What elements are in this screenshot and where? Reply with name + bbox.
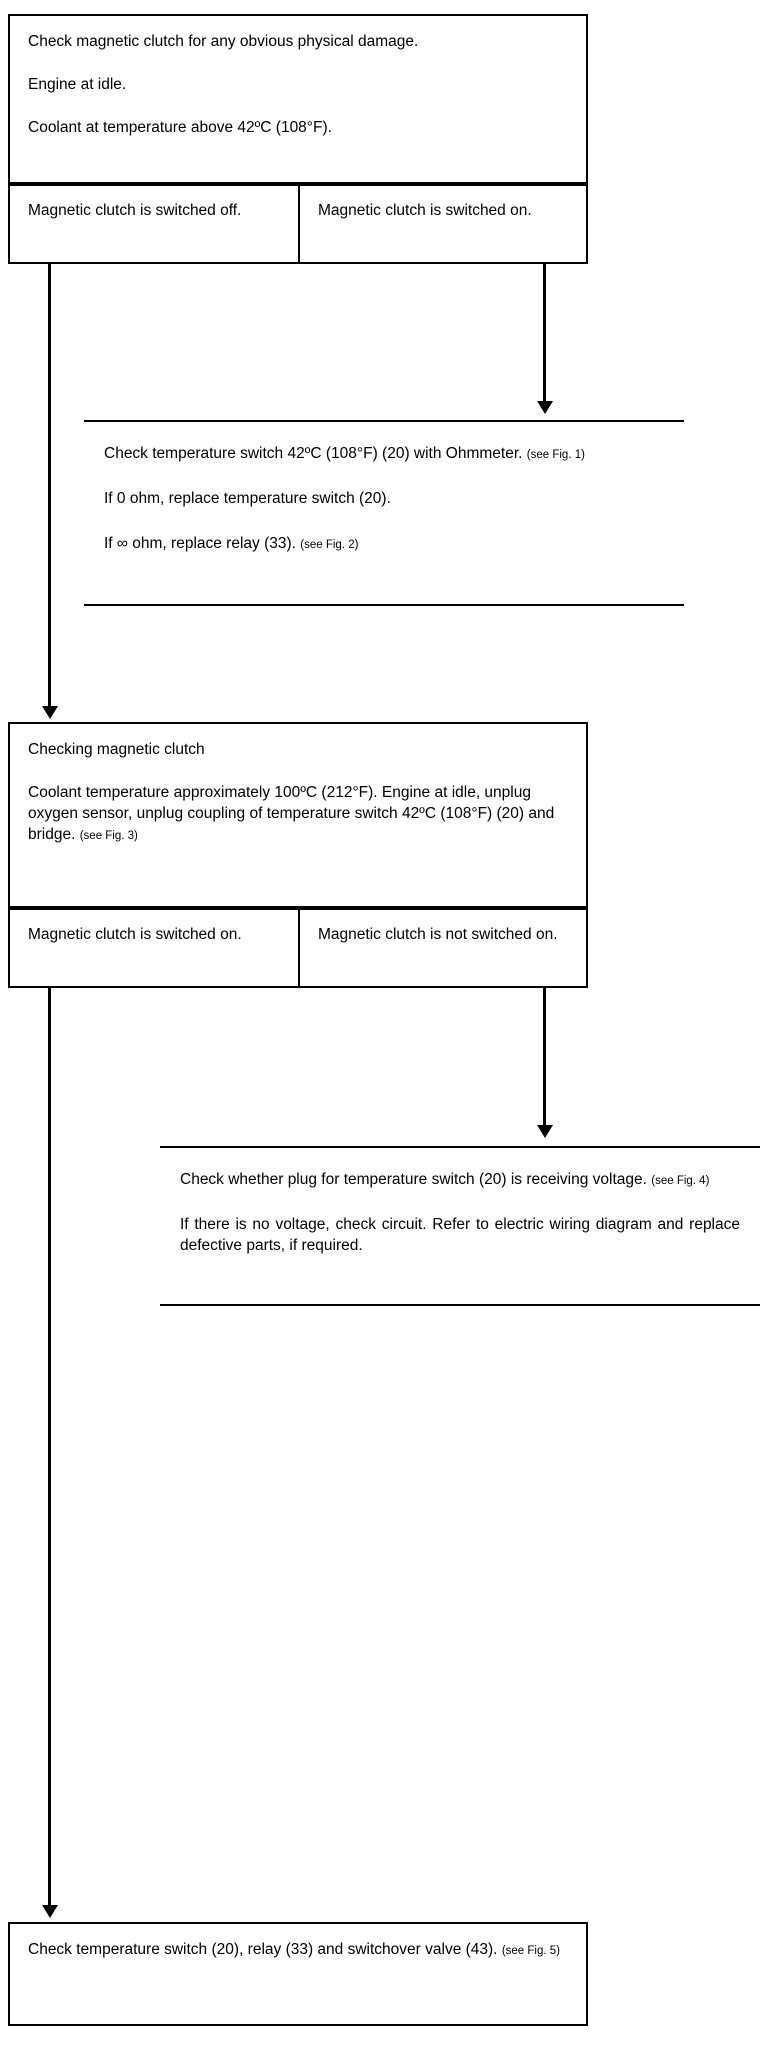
step3-text	[28, 1940, 568, 1961]
action1-paragraph-1-text: Check temperature switch 42ºC (108°F) (20) with Ohmmeter.	[104, 445, 523, 462]
branch1-right-connector-arrow	[537, 401, 553, 414]
branch2-left-connector-line	[48, 988, 51, 1913]
step3-main-text: Check temperature switch (20), relay (33) and switchover valve (43).	[28, 1941, 498, 1958]
branch2-left-connector-arrow	[42, 1905, 58, 1918]
step3-final-box	[8, 1922, 588, 2026]
action1-paragraph-2-text: If 0 ohm, replace temperature switch (20).	[104, 489, 391, 507]
step3-note: (see Fig. 5)	[501, 1945, 560, 1957]
branch1-row	[8, 184, 588, 264]
step3-final-content	[10, 1924, 586, 1975]
action2-block	[160, 1146, 760, 1306]
step1-line-3: Coolant at temperature above 42ºC (108°F).	[28, 118, 332, 136]
step1-conditions-content	[10, 16, 586, 153]
step1-conditions-box	[8, 14, 588, 184]
branch1-left-connector-line	[48, 264, 51, 714]
step2-checking-content	[10, 724, 586, 860]
branch2-right-connector-line	[543, 988, 546, 1133]
branch1-right-cell: Magnetic clutch is switched on.	[298, 186, 586, 262]
branch2-right-cell: Magnetic clutch is not switched on.	[298, 910, 586, 986]
action1-paragraph-3	[104, 534, 664, 555]
branch1-right-connector-line	[543, 264, 546, 409]
action1-paragraph-1-note: (see Fig. 1)	[526, 449, 585, 461]
step2-body	[28, 783, 568, 846]
branch2-left-cell: Magnetic clutch is switched on.	[28, 926, 242, 943]
action2-paragraph-1	[180, 1170, 740, 1191]
action1-paragraph-2	[104, 489, 664, 510]
action1-paragraph-3-text: If ∞ ohm, replace relay (33).	[104, 534, 296, 552]
step2-heading: Checking magnetic clutch	[28, 741, 205, 758]
action1-block	[84, 420, 684, 606]
branch2-row	[8, 908, 588, 988]
step2-checking-box	[8, 722, 588, 908]
action2-paragraph-2	[180, 1215, 740, 1257]
branch1-left-connector-arrow	[42, 706, 58, 719]
step2-body-text: Coolant temperature approximately 100ºC (212°F). Engine at idle, unplug oxygen sensor, unplug coupling of temperature switch 42ºC (108°F) (20) and bridge.	[28, 783, 555, 843]
action2-paragraph-2-text: If there is no voltage, check circuit. Refer to electric wiring diagram and replace defective parts, if required.	[180, 1215, 740, 1254]
action1-paragraph-3-note: (see Fig. 2)	[300, 538, 359, 551]
action2-paragraph-1-note: (see Fig. 4)	[651, 1175, 710, 1187]
branch2-right-connector-arrow	[537, 1125, 553, 1138]
action1-paragraph-1	[104, 444, 664, 465]
action2-paragraph-1-text: Check whether plug for temperature switch (20) is receiving voltage.	[180, 1171, 647, 1188]
step1-line-2: Engine at idle.	[28, 75, 127, 93]
step1-line-1: Check magnetic clutch for any obvious physical damage.	[28, 33, 419, 50]
step2-body-note: (see Fig. 3)	[79, 829, 138, 842]
branch1-left-cell: Magnetic clutch is switched off.	[28, 202, 242, 219]
